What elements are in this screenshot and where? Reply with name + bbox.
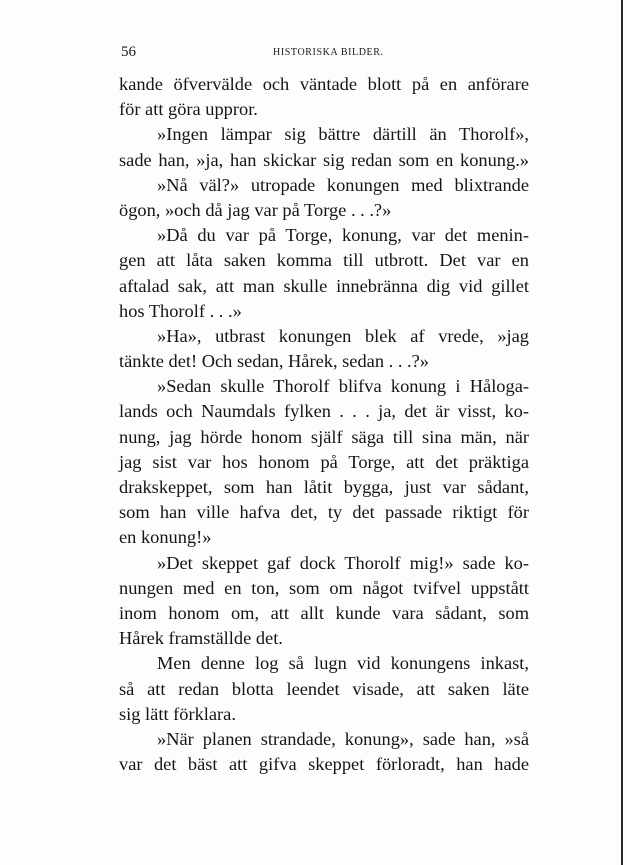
- text-line: som han ville hafva det, ty det passade riktigt för: [119, 502, 529, 523]
- running-header: [121, 44, 531, 60]
- text-line: var det bäst att gifva skeppet förloradt, han hade: [119, 754, 529, 775]
- text-line: Men denne log så lugn vid konungens inkast,: [157, 653, 529, 674]
- text-line: sig lätt förklara.: [119, 703, 236, 724]
- text-line: tänkte det! Och sedan, Hårek, sedan . . .?»: [119, 351, 429, 372]
- text-line: aftalad sak, att man skulle innebränna dig vid gillet: [119, 275, 529, 296]
- text-line: »Ha», utbrast konungen blek af vrede, »jag: [157, 325, 529, 346]
- text-line: gen att låta saken komma till utbrott. Det var en: [119, 250, 529, 271]
- page-edge-line: [621, 0, 623, 865]
- text-line: sade han, »ja, han skickar sig redan som en konung.»: [119, 149, 529, 170]
- text-line: ögon, »och då jag var på Torge . . .?»: [119, 199, 392, 220]
- text-line: »Ingen lämpar sig bättre därtill än Thorolf»,: [157, 124, 529, 145]
- text-line: drakskeppet, som han låtit bygga, just var sådant,: [119, 477, 529, 497]
- text-line: för att göra uppror.: [119, 99, 258, 120]
- text-line: »Då du var på Torge, konung, var det menin-: [157, 225, 529, 246]
- text-line: »Det skeppet gaf dock Thorolf mig!» sade ko-: [157, 552, 529, 573]
- text-line: »Sedan skulle Thorolf blifva konung i Håloga-: [157, 376, 529, 397]
- text-line: »Nå väl?» utropade konungen med blixtrande: [157, 174, 529, 195]
- page-number: 56: [121, 44, 136, 60]
- text-line: hos Thorolf . . .»: [119, 300, 242, 321]
- text-line: kande öfvervälde och väntade blott på en anförare: [119, 74, 529, 94]
- text-line: inom honom om, att allt kunde vara sådant, som: [119, 602, 529, 623]
- text-line: Hårek framställde det.: [119, 628, 283, 649]
- text-line: jag sist var hos honom på Torge, att det präktiga: [119, 451, 529, 472]
- text-line: nung, jag hörde honom själf säga till sina män, när: [119, 426, 529, 447]
- text-line: en konung!»: [119, 527, 212, 548]
- text-line: lands och Naumdals fylken . . . ja, det är visst, ko-: [119, 401, 529, 422]
- text-line: nungen med en ton, som om något tvifvel uppstått: [119, 577, 529, 598]
- running-title: HISTORISKA BILDER.: [273, 47, 384, 58]
- body-text: [119, 72, 529, 777]
- text-line: »När planen strandade, konung», sade han, »så: [157, 728, 529, 749]
- text-line: så att redan blotta leendet visade, att saken läte: [119, 678, 529, 699]
